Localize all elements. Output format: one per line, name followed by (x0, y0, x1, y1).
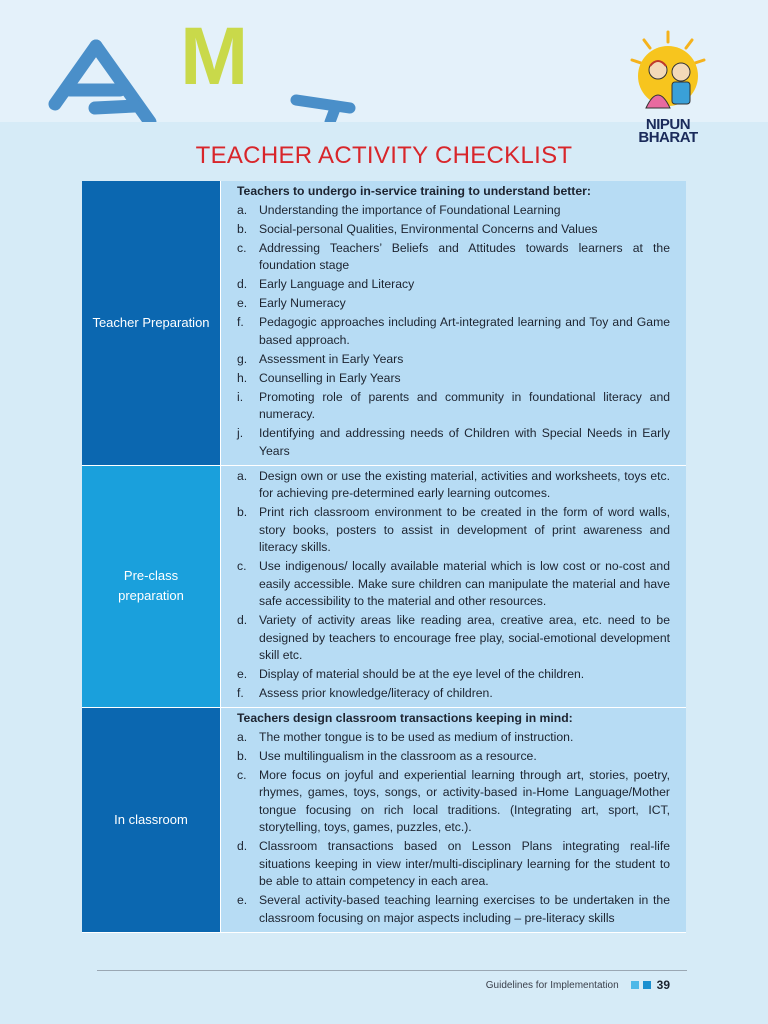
logo-children-icon (626, 30, 710, 118)
table-row (82, 708, 686, 933)
table-row (82, 181, 686, 465)
page-number: 39 (656, 978, 670, 992)
list-item: j. Identifying and addressing needs of Children with Special Needs in Early Years (237, 426, 670, 458)
checklist-table (82, 181, 686, 933)
row-intro: Teachers to undergo in-service training to understand better: (237, 184, 591, 198)
list-item: h. Counselling in Early Years (237, 370, 401, 385)
list-item: b. Social-personal Qualities, Environmental Concerns and Values (237, 221, 598, 236)
page-footer (486, 978, 670, 992)
list-item: c. Addressing Teachers’ Beliefs and Attitudes towards learners at the foundation stage (237, 240, 670, 272)
list-item: c. Use indigenous/ locally available material which is low cost or no-cost and easily accessible. Make sure children can manipulate the material and have safe accessibility to the material and other resources. (237, 559, 670, 608)
category-cell: Teacher Preparation (82, 181, 221, 465)
logo-line-1: NIPUN (645, 116, 691, 133)
table-row (82, 465, 686, 708)
nipun-bharat-logo (626, 30, 710, 154)
list-item: e. Early Numeracy (237, 296, 346, 310)
square-icon (643, 981, 651, 989)
page-title: TEACHER ACTIVITY CHECKLIST (195, 142, 573, 169)
list-item: d. Classroom transactions based on Lesson Plans integrating real-life situations keeping in view inter/multi-disciplinary learning for the student to be able to attain competency in each area. (237, 839, 670, 888)
item-list (237, 729, 670, 928)
list-item: b. Print rich classroom environment to be created in the form of word walls, story books, posters to assist in development of print awareness and literacy skills. (237, 505, 670, 554)
list-item: d. Early Language and Literacy (237, 277, 415, 291)
square-icon (631, 981, 639, 989)
letter-m-decoration: M (180, 11, 249, 102)
content-cell (221, 708, 687, 933)
list-item: f. Pedagogic approaches including Art-integrated learning and Toy and Game based approach. (237, 315, 670, 347)
footer-label: Guidelines for Implementation (485, 979, 619, 991)
list-item: f. Assess prior knowledge/literacy of children. (237, 686, 493, 700)
list-item: c. More focus on joyful and experiential learning through art, stories, poetry, rhymes, games, toys, songs, or activity-based in-Home Language/Mother tongue focusing on rich local traditions. (Integrating art, sport, ICT, storytelling, toys, games, puzzles, etc.). (237, 767, 670, 834)
category-cell: Pre-class preparation (82, 465, 221, 708)
logo-line-2: BHARAT (638, 129, 698, 146)
list-item: b. Use multilingualism in the classroom as a resource. (237, 748, 537, 763)
list-item: a. Understanding the importance of Foundational Learning (237, 202, 561, 217)
list-item: e. Display of material should be at the eye level of the children. (237, 667, 585, 681)
list-item: a. The mother tongue is to be used as medium of instruction. (237, 729, 574, 744)
item-list (237, 468, 670, 703)
list-item: i. Promoting role of parents and community in foundational literacy and numeracy. (237, 389, 670, 421)
list-item: e. Several activity-based teaching learning exercises to be undertaken in the classroom focusing on major aspects including – pre-literacy skills (237, 893, 670, 925)
item-list (237, 202, 670, 461)
row-intro: Teachers design classroom transactions keeping in mind: (237, 711, 573, 725)
content-cell (221, 465, 687, 708)
category-cell: In classroom (82, 708, 221, 933)
list-item: d. Variety of activity areas like reading area, creative area, etc. need to be designed by teachers to encourage free play, social-emotional development skill etc. (237, 613, 670, 662)
footer-divider (97, 970, 687, 971)
content-cell (221, 181, 687, 465)
list-item: a. Design own or use the existing material, activities and worksheets, toys etc. for achieving pre-determined early learning outcomes. (237, 468, 670, 500)
list-item: g. Assessment in Early Years (237, 351, 404, 366)
